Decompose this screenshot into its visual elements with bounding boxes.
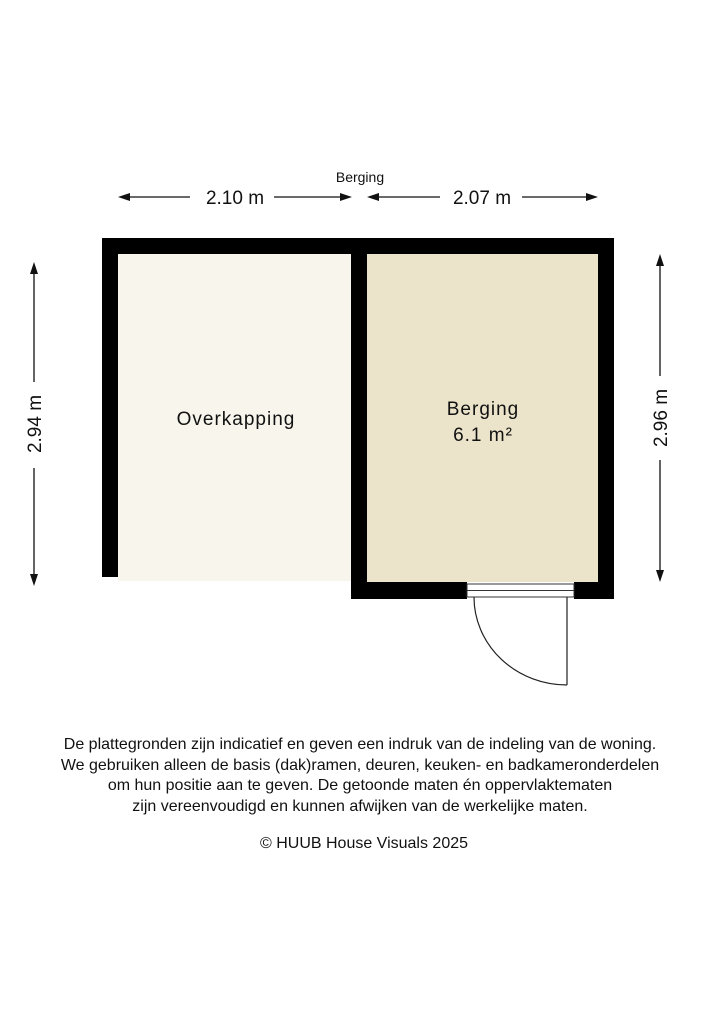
wall-bottom-right xyxy=(574,582,614,599)
wall-left xyxy=(102,238,118,577)
wall-middle xyxy=(351,238,367,599)
wall-right xyxy=(598,238,614,599)
dimension-width-right: 2.07 m xyxy=(452,188,512,209)
disclaimer xyxy=(0,735,720,817)
arrow-up-icon xyxy=(30,262,38,274)
arrow-down-icon xyxy=(656,570,664,582)
disclaimer-line: zijn vereenvoudigd en kunnen afwijken van de werkelijke maten. xyxy=(132,797,588,815)
dimension-width-left: 2.10 m xyxy=(205,188,265,209)
room-label-berging: Berging xyxy=(446,399,520,420)
dimension-height-left: 2.94 m xyxy=(25,394,46,454)
arrow-right-icon xyxy=(340,193,352,201)
arrow-down-icon xyxy=(30,574,38,586)
room-area-berging: 6.1 m² xyxy=(453,425,513,446)
disclaimer-line: om hun positie aan te geven. De getoonde maten én oppervlaktematen xyxy=(107,777,613,794)
disclaimer-line: De plattegronden zijn indicatief en geven een indruk van de indeling van de woning. xyxy=(63,736,657,753)
disclaimer-line: We gebruiken alleen de basis (dak)ramen, deuren, keuken- en badkameronderdelen xyxy=(60,756,660,774)
floor-title: Berging xyxy=(335,169,385,185)
dimension-height-right: 2.96 m xyxy=(651,388,672,448)
copyright: © HUUB House Visuals 2025 xyxy=(259,835,469,852)
wall-bottom-left xyxy=(351,582,467,599)
arrow-up-icon xyxy=(656,254,664,266)
arrow-right-icon xyxy=(586,193,598,201)
arrow-left-icon xyxy=(367,193,379,201)
door-swing-arc xyxy=(474,597,567,685)
door xyxy=(467,584,574,685)
room-label-overkapping: Overkapping xyxy=(176,409,296,430)
arrow-left-icon xyxy=(118,193,130,201)
